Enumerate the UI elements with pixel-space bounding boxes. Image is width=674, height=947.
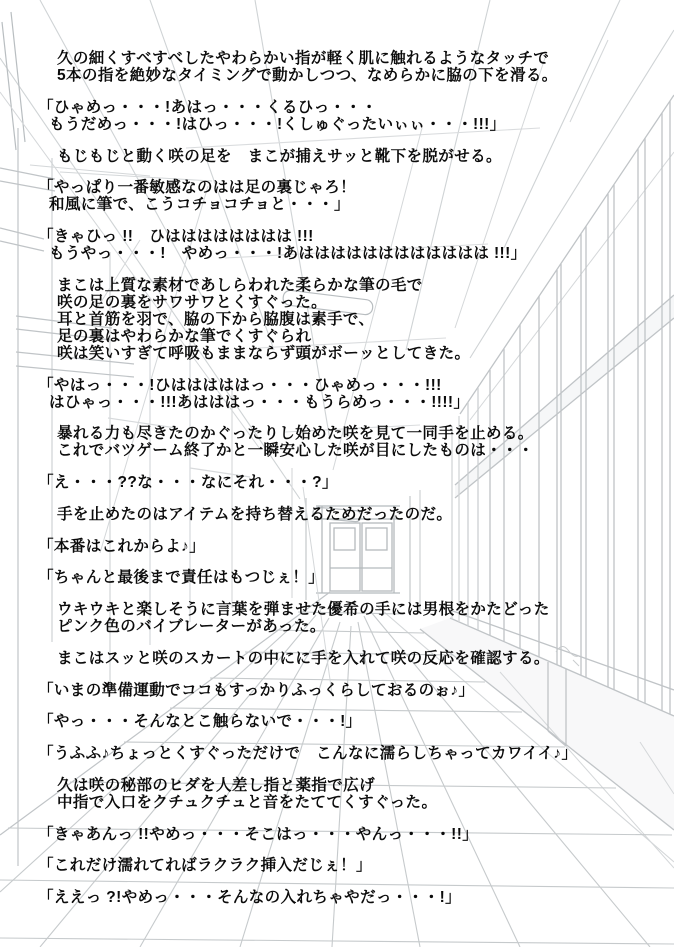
text-line: もうだめっ・・・!はひっ・・・!くしゅぐったいぃぃ・・・!!!」 [49,115,506,133]
paragraph [38,857,668,874]
paragraph [38,569,668,586]
text-line: 和風に筆で、こうコチョコチョと・・・」 [49,196,350,214]
paragraph [38,425,668,459]
text-line: 「やっ・・・そんなとこ触らないで・・・!」 [38,713,362,731]
paragraph [38,713,668,730]
text-line: 「本番はこれからよ♪」 [38,537,206,555]
text-line: 「ちゃんと最後まで責任はもつじぇ！」 [38,569,325,587]
paragraph [38,777,668,811]
paragraph [38,148,668,165]
paragraph [38,99,668,133]
text-line: 「やはっ・・・!ひはははははっ・・・ひゃめっ・・・!!! [38,376,442,394]
text-line: 久の細くすべすべしたやわらかい指が軽く肌に触れるようなタッチで [57,50,550,67]
text-line: 「ええっ ?!やめっ・・・そんなの入れちゃやだっ・・・!」 [38,889,462,906]
paragraph [38,277,668,362]
text-line: 久は咲の秘部のヒダを人差し指と薬指で広げ [57,776,376,794]
paragraph [38,228,668,262]
paragraph [38,377,668,411]
text-line: はひゃっ・・・!!!あはははっ・・・もうらめっ・・・!!!!」 [49,393,470,411]
text-line: 「きゃひっ !! ひはははははははは !!! [38,228,314,245]
paragraph [38,889,668,906]
text-line: 「きゃあんっ !!やめっ・・・そこはっ・・・やんっ・・・!!」 [38,825,479,843]
text-line: 「やっぱり一番敏感なのはは足の裏じゃろ！ [38,179,357,197]
text-line: 「え・・・??な・・・なにそれ・・・?」 [38,474,338,491]
paragraph [38,601,668,635]
paragraph [38,538,668,555]
text-line: 5本の指を絶妙なタイミングで動かしつつ、なめらかに脇の下を滑る。 [57,67,558,84]
text-line: 「ひゃめっ・・・!あはっ・・・くるひっ・・・ [38,98,378,116]
paragraph [38,506,668,523]
text-line: 手を止めたのはアイテムを持ち替えるためだったのだ。 [57,505,453,523]
paragraph [38,50,668,84]
text-line: 足の裏はやわらかな筆でくすぐられ [57,327,312,345]
story-text [38,50,668,906]
text-line: 「いまの準備運動でココもすっかりふっくらしておるのぉ♪」 [38,681,475,699]
text-line: これでバツゲーム終了かと一瞬安心した咲が目にしたものは・・・ [57,442,534,460]
paragraph [38,682,668,699]
text-line: 咲は笑いすぎて呼吸もままならず頭がボーッとしてきた。 [57,344,471,362]
text-line: もじもじと動く咲の足を まこが捕えサッと靴下を脱がせる。 [57,147,502,165]
text-line: ウキウキと楽しそうに言葉を弾ませた優希の手には男根をかたどった [57,601,550,618]
text-line: もうやっ・・・! やめっ・・・!あはははははははははははは !!!」 [49,245,527,262]
text-line: 耳と首筋を羽で、脇の下から脇腹は素手で、 [57,310,375,328]
text-line: まこは上質な素材であしらわれた柔らかな筆の毛で [57,276,423,294]
text-line: ピンク色のバイブレーターがあった。 [57,618,326,635]
text-line: 「これだけ濡れてればラクラク挿入だじぇ！」 [38,857,372,875]
paragraph [38,650,668,667]
paragraph [38,474,668,491]
text-line: 暴れる力も尽きたのかぐったりし始めた咲を見て一同手を止める。 [57,425,534,443]
text-line: 咲の足の裏をサワサワとくすぐった。 [57,293,327,311]
paragraph [38,179,668,213]
text-line: 「うふふ♪ちょっとくすぐっただけで こんなに濡らしちゃってカワイイ♪」 [38,745,578,762]
paragraph [38,826,668,843]
paragraph [38,745,668,762]
text-line: 中指で入口をクチュクチュと音をたててくすぐった。 [57,793,438,811]
text-line: まこはスッと咲のスカートの中にに手を入れて咲の反応を確認する。 [57,649,550,667]
